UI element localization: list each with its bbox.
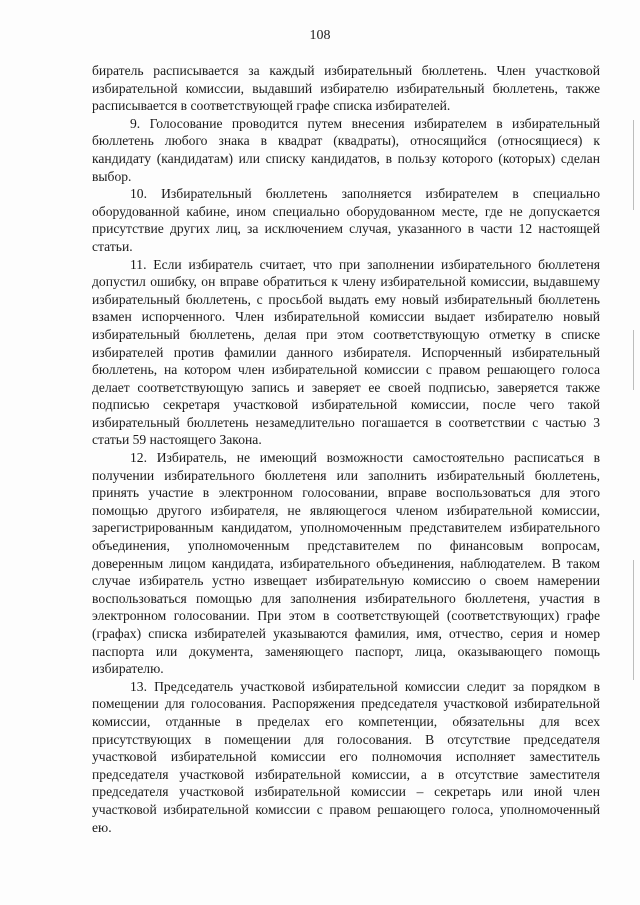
- document-body: [92, 62, 600, 836]
- paragraph-item-13: 13. Председатель участковой избирательной комиссии следит за порядком в помещении для голосования. Распоряжения председателя участковой избирательной комиссии, отданные в пределах его компетенции, обязательны для всех присутствующих в помещении для голосования. В отсутствие председателя участковой избирательной комиссии его полномочия исполняет заместитель председателя участковой избирательной комиссии, а в отсутствие заместителя председателя участковой избирательной комиссии – секретарь или иной член участковой избирательной комиссии с правом решающего голоса, уполномоченный ею.: [92, 678, 600, 835]
- paragraph-item-10: 10. Избирательный бюллетень заполняется избирателем в специально оборудованной кабине, ином специально оборудованном месте, где не допускается присутствие других лиц, за исключением случая, указанного в части 12 настоящей статьи.: [92, 186, 600, 254]
- paragraph-item-9: 9. Голосование проводится путем внесения избирателем в избирательный бюллетень любого знака в квадрат (квадраты), относящийся (относящиеся) к кандидату (кандидатам) или списку кандидатов, в пользу которого (которых) сделан выбор.: [92, 115, 600, 184]
- page-number: 108: [309, 28, 331, 43]
- scan-edge-mark: [633, 560, 634, 680]
- scan-edge-mark: [633, 120, 634, 210]
- paragraph-item-11: 11. Если избиратель считает, что при заполнении избирательного бюллетеня допустил ошибку, он вправе обратиться к члену избирательной комиссии, выдавшему избирательный бюллетень, с просьбой выдать ему новый избирательный бюллетень взамен испорченного. Член избирательной комиссии выдает избирателю новый избирательный бюллетень, делая при этом соответствующую отметку в списке избирателей против фамилии данного избирателя. Испорченный избирательный бюллетень, на котором член избирательной комиссии с правом решающего голоса делает соответствующую запись и заверяет ее своей подписью, заверяется также подписью секретаря участковой избирательной комиссии, после чего такой избирательный бюллетень незамедлительно погашается в соответствии с частью 3 статьи 59 настоящего Закона.: [92, 256, 600, 448]
- scan-edge-mark: [633, 330, 634, 390]
- paragraph-item-12: 12. Избиратель, не имеющий возможности самостоятельно расписаться в получении избирательного бюллетеня или заполнить избирательный бюллетень, принять участие в электронном голосовании, вправе воспользоваться для этого помощью другого избирателя, не являющегося членом избирательной комиссии, зарегистрированным кандидатом, уполномоченным представителем избирательного объединения, уполномоченным представителем по финансовым вопросам, доверенным лицом кандидата, избирательного объединения, наблюдателем. В таком случае избиратель устно извещает избирательную комиссию о своем намерении воспользоваться помощью для заполнения избирательного бюллетеня, участия в электронном голосовании. При этом в соответствующей (соответствующих) графе (графах) списка избирателей указываются фамилия, имя, отчество, серия и номер паспорта или документа, заменяющего паспорт, лица, оказывающего помощь избирателю.: [92, 450, 600, 677]
- paragraph-continuation: биратель расписывается за каждый избирательный бюллетень. Член участковой избирательной комиссии, выдавший избирателю избирательный бюллетень, также расписывается в соответствующей графе списка избирателей.: [92, 63, 600, 114]
